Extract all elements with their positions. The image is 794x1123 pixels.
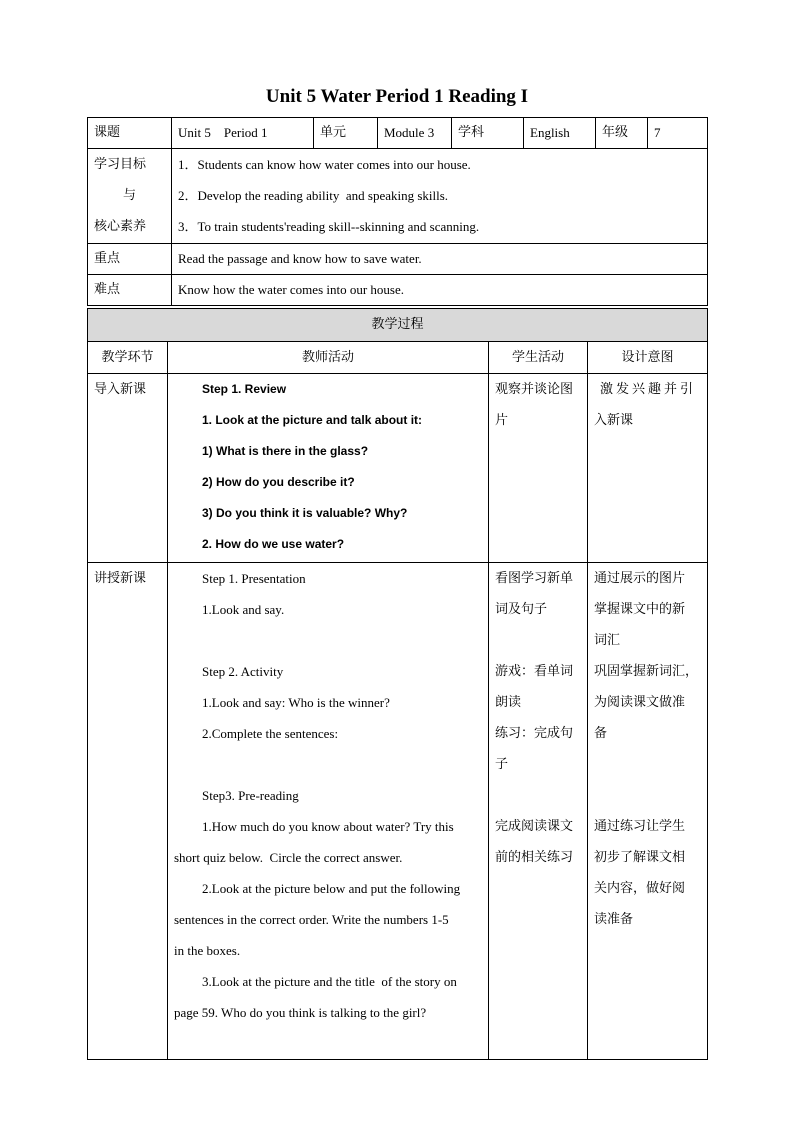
subject-label: 学科 [452,118,524,149]
activity-line: 2.Complete the sentences: [202,726,339,741]
activity-line: in the boxes. [174,943,241,958]
activity-line: 1.Look and say: Who is the winner? [202,695,390,710]
page-title: Unit 5 Water Period 1 Reading I [265,86,529,107]
activity-line: Step 1. Review [202,382,287,396]
student-line [495,625,581,656]
student-line: 练习：完成句 [495,726,574,741]
purpose-line: 巩固掌握新词汇， [594,664,699,679]
activity-line: sentences in the correct order. Write the numbers 1-5 [174,912,449,927]
stage-label: 导入新课 [88,374,168,563]
activity-line [174,749,482,780]
unit-label: 单元 [314,118,378,149]
purpose-line: 入新课 [594,413,634,428]
difficulty-label: 难点 [88,275,172,306]
purpose-line: 词汇 [594,633,621,648]
grade-value: 7 [648,118,708,149]
stage-label: 讲授新课 [88,563,168,1060]
key-label: 重点 [88,244,172,275]
column-header: 学生活动 [489,342,588,374]
key-row [88,244,708,275]
student-line: 子 [495,757,509,772]
purpose-line: 读准备 [594,912,634,927]
goals-list [172,149,708,244]
purpose-line: 关内容，做好阅 [594,881,686,896]
student-line: 完成阅读课文 [495,819,574,834]
activity-line: Step3. Pre-reading [202,788,299,803]
subject-value: English [524,118,596,149]
design-purpose [588,374,708,563]
activity-line: 1. Look at the picture and talk about it: [202,413,423,427]
key-value: Read the passage and know how to save water. [172,244,708,275]
goals-row [88,149,708,244]
student-line [495,780,581,811]
goals-label-line: 与 [122,188,136,203]
process-heading: 教学过程 [88,309,708,342]
student-line: 片 [495,413,509,428]
activity-line: 1) What is there in the glass? [202,444,369,458]
goals-label [88,149,172,244]
activity-line: 1.Look and say. [202,602,285,617]
teach-row [88,563,708,1060]
process-heading-row [88,309,708,342]
purpose-line: 掌握课文中的新 [594,602,686,617]
purpose-line: 通过练习让学生 [594,819,686,834]
goal-item: 2．Develop the reading ability and speaking skills. [178,188,449,203]
student-line: 前的相关练习 [495,850,574,865]
lesson-value: Unit 5 Period 1 [172,118,314,149]
teacher-activity [168,374,489,563]
goals-label-line: 核心素养 [94,219,147,234]
purpose-line [594,749,701,780]
purpose-line: 为阅读课文做准 [594,695,686,710]
goals-label-line: 学习目标 [94,157,147,172]
purpose-line: 备 [594,726,608,741]
activity-line: 1.How much do you know about water? Try this [202,819,454,834]
column-header-row [88,342,708,374]
column-header: 教师活动 [168,342,489,374]
student-line: 观察并谈论图 [495,382,574,397]
column-header: 教学环节 [88,342,168,374]
activity-line: 2) How do you describe it? [202,475,355,489]
student-activity [489,563,588,1060]
activity-line: 2.Look at the picture below and put the following [202,881,461,896]
goal-item: 1．Students can know how water comes into our house. [178,157,471,172]
unit-value: Module 3 [378,118,452,149]
activity-line: 2. How do we use water? [202,537,345,551]
teacher-activity [168,563,489,1060]
column-header: 设计意图 [588,342,708,374]
purpose-line: 激发兴趣并引 [600,382,697,397]
student-line: 看图学习新单 [495,571,574,586]
student-activity [489,374,588,563]
lesson-label: 课题 [88,118,172,149]
purpose-line: 初步了解课文相 [594,850,686,865]
activity-line: page 59. Who do you think is talking to the girl? [174,1005,427,1020]
goal-item: 3．To train students'reading skill--skinning and scanning. [178,219,480,234]
activity-line: short quiz below. Circle the correct answer. [174,850,403,865]
activity-line: 3) Do you think it is valuable? Why? [202,506,408,520]
grade-label: 年级 [596,118,648,149]
student-line: 词及句子 [495,602,548,617]
info-row [88,118,708,149]
teaching-process-table [87,308,708,1060]
activity-line [174,625,482,656]
student-line: 朗读 [495,695,522,710]
lesson-info-table [87,117,708,306]
design-purpose [588,563,708,1060]
purpose-line [594,780,701,811]
activity-line: 3.Look at the picture and the title of the story on [202,974,457,989]
student-line: 游戏：看单词 [495,664,574,679]
activity-line: Step 1. Presentation [202,571,306,586]
intro-row [88,374,708,563]
difficulty-row [88,275,708,306]
difficulty-value: Know how the water comes into our house. [172,275,708,306]
activity-line: Step 2. Activity [202,664,284,679]
purpose-line: 通过展示的图片 [594,571,686,586]
